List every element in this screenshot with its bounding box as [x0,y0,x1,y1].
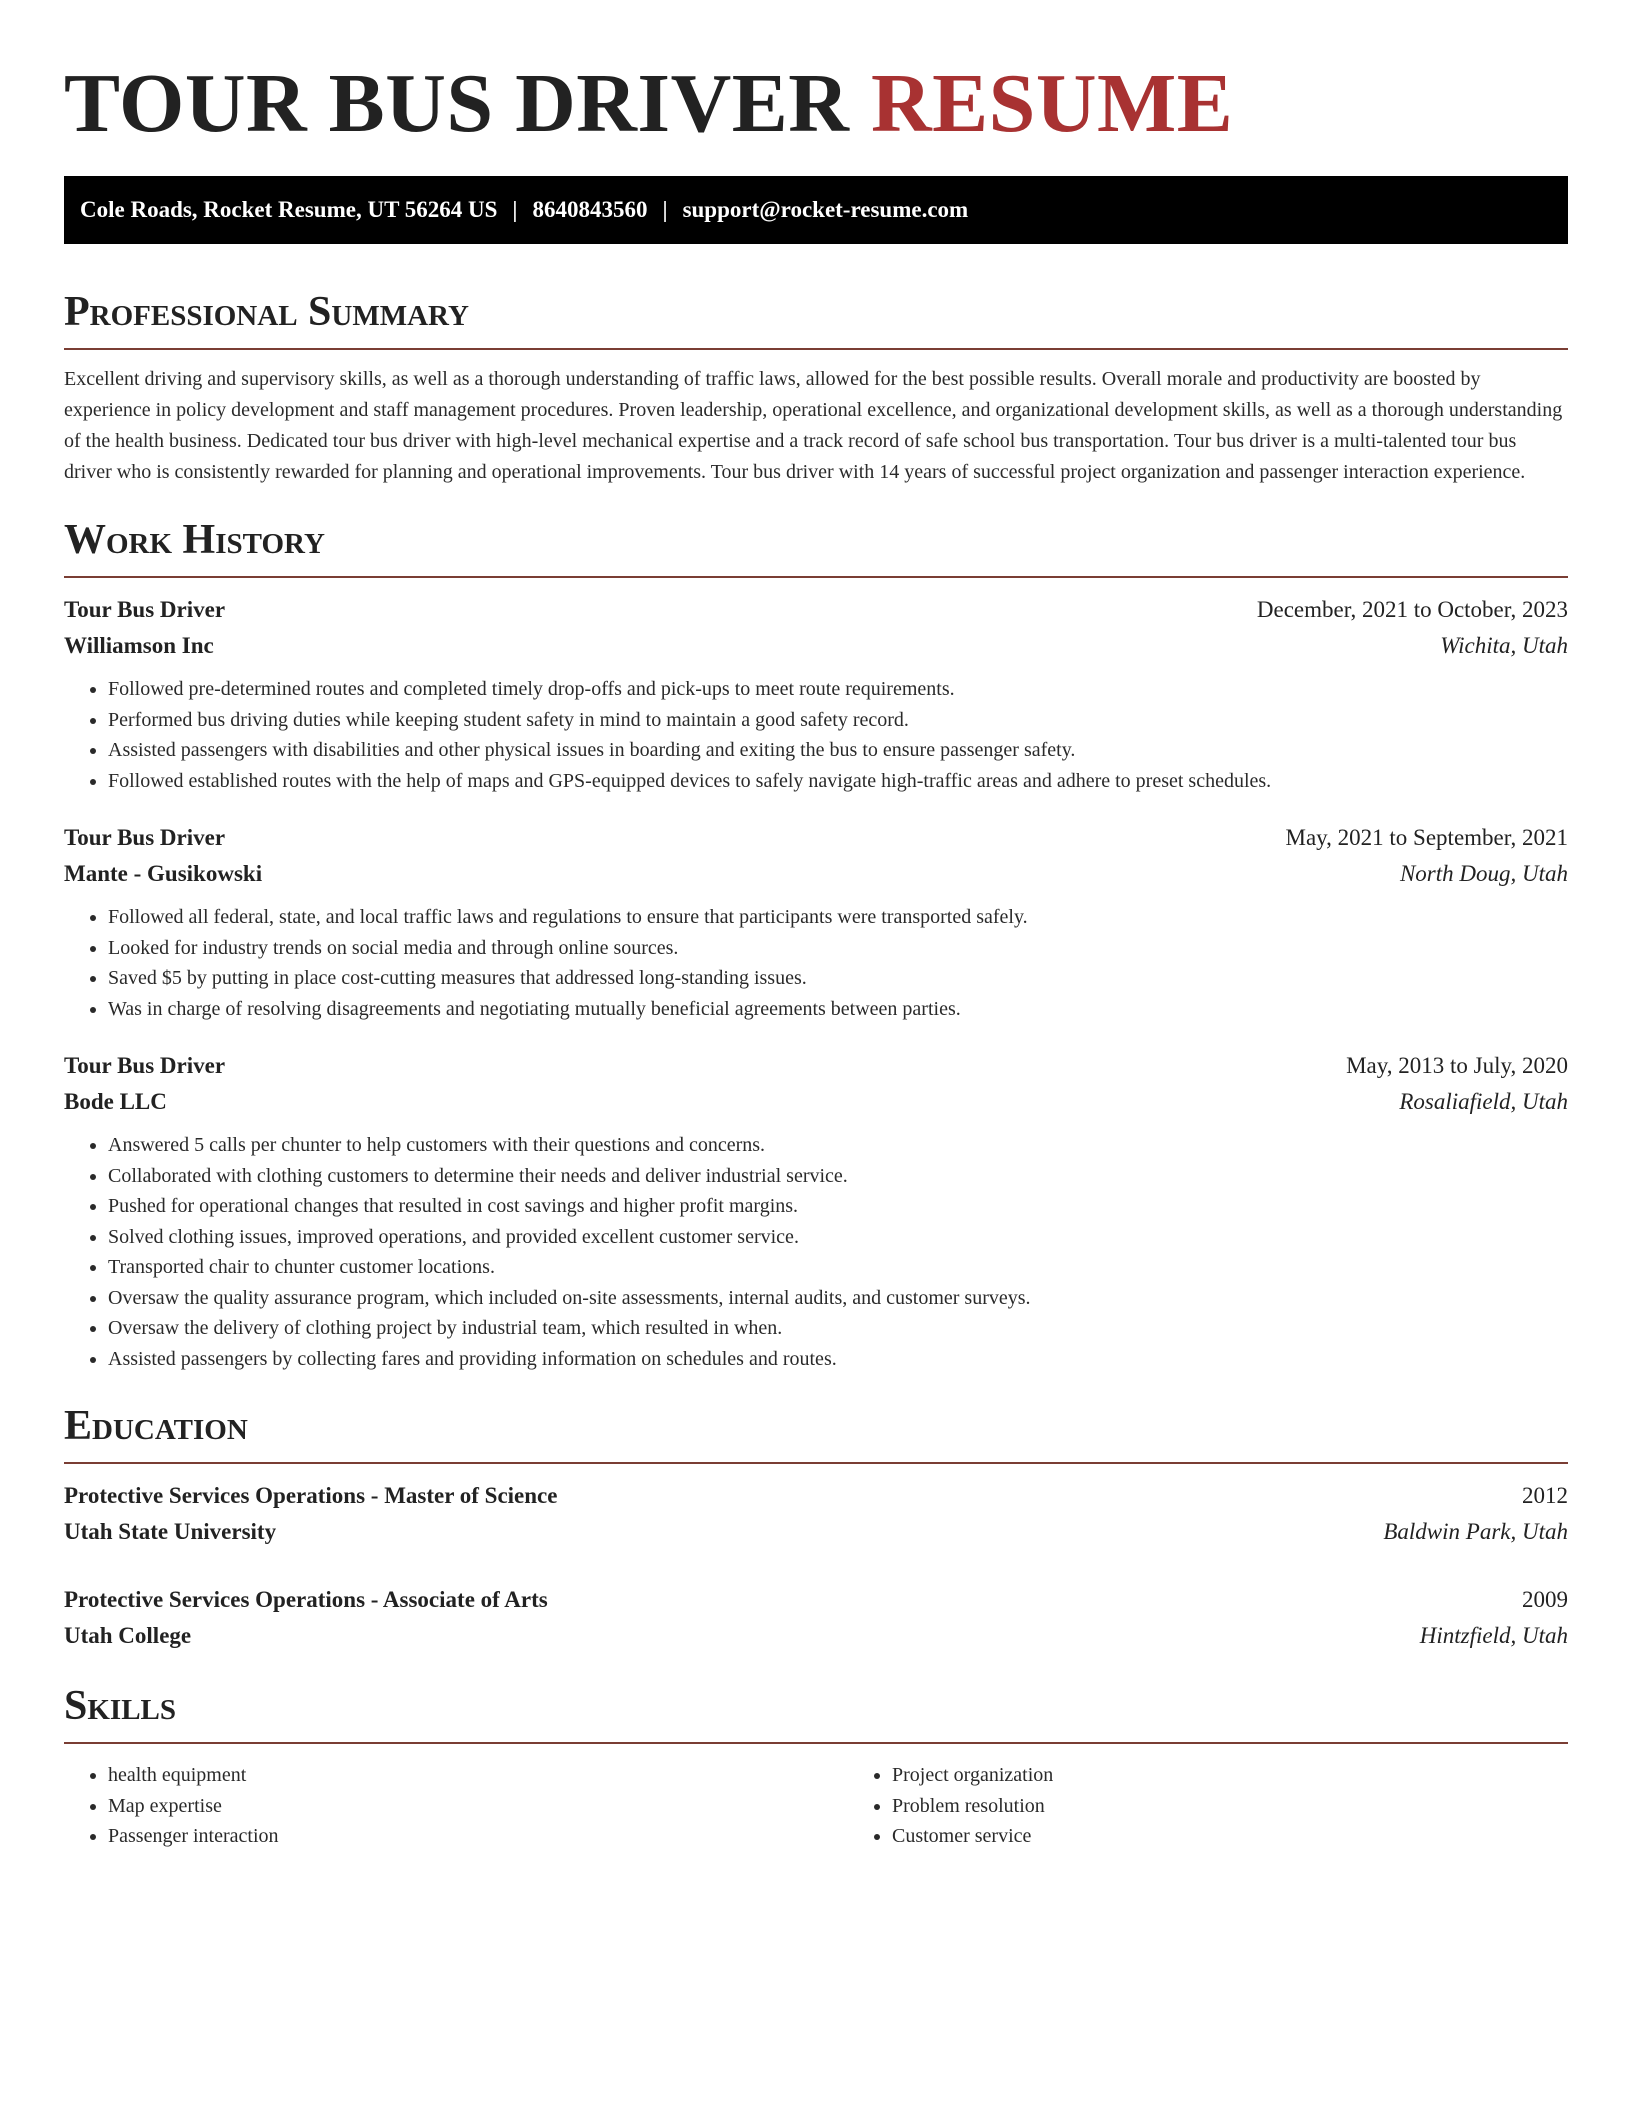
job-bullet: • Oversaw the delivery of clothing project by industrial team, which resulted in when. [108,1313,1568,1344]
job-company-row [64,1084,1568,1120]
job-bullets [64,1130,1568,1374]
education-school: Utah State University [64,1519,277,1544]
skill-item: • Passenger interaction [108,1821,848,1852]
section-divider [64,576,1568,578]
job-location: Wichita, Utah [1440,633,1568,658]
skill-item: • Customer service [892,1821,1632,1852]
section-divider [64,1462,1568,1464]
title-accent: RESUME [870,57,1234,150]
skill-item: • Project organization [892,1760,1632,1791]
job-company: Williamson Inc [64,633,214,658]
education-section [64,1402,1568,1654]
job-location: Rosaliafield, Utah [1399,1089,1568,1114]
contact-separator: | [512,197,518,222]
skills-grid [64,1758,1568,1852]
job-header-row [64,1048,1568,1084]
job-bullet: • Transported chair to chunter customer locations. [108,1252,1568,1283]
job-title: Tour Bus Driver [64,597,226,622]
job-dates: May, 2013 to July, 2020 [1346,1053,1568,1078]
job-title: Tour Bus Driver [64,825,226,850]
job-bullet: • Performed bus driving duties while keeping student safety in mind to maintain a good safety record. [108,705,1568,736]
job-bullet: • Saved $5 by putting in place cost-cutting measures that addressed long-standing issues. [108,963,1568,994]
skills-column-right [848,1760,1632,1852]
job-company-row [64,856,1568,892]
contact-address: Cole Roads, Rocket Resume, UT 56264 US [80,197,498,222]
education-school-row [64,1514,1568,1550]
resume-title [64,56,1568,152]
job-bullet: • Followed all federal, state, and local traffic laws and regulations to ensure that participants were transported safely. [108,902,1568,933]
contact-bar [64,176,1568,244]
job-bullet: • Assisted passengers with disabilities and other physical issues in boarding and exiting the bus to ensure passenger safety. [108,735,1568,766]
education-location: Hintzfield, Utah [1419,1623,1568,1648]
skill-item: • health equipment [108,1760,848,1791]
job-bullet: • Followed established routes with the help of maps and GPS-equipped devices to safely navigate high-traffic areas and adhere to preset schedules. [108,766,1568,797]
job-bullet: • Solved clothing issues, improved operations, and provided excellent customer service. [108,1222,1568,1253]
education-degree: Protective Services Operations - Associate of Arts [64,1587,548,1612]
job-entry [64,820,1568,1024]
job-entry [64,1048,1568,1374]
job-bullet: • Pushed for operational changes that resulted in cost savings and higher profit margins. [108,1191,1568,1222]
education-year: 2012 [1522,1483,1568,1508]
job-company: Bode LLC [64,1089,167,1114]
education-degree-row [64,1478,1568,1514]
skill-item: • Map expertise [108,1791,848,1822]
skills-heading: Skills [64,1683,177,1729]
job-bullet: • Collaborated with clothing customers to determine their needs and deliver industrial service. [108,1161,1568,1192]
education-location: Baldwin Park, Utah [1383,1519,1568,1544]
job-title: Tour Bus Driver [64,1053,226,1078]
job-company-row [64,628,1568,664]
summary-heading: Professional Summary [64,289,469,335]
summary-text: Excellent driving and supervisory skills, as well as a thorough understanding of traffic laws, allowed for the best possible results. Overall morale and productivity are boosted by experience in policy development and staff management procedures. Proven leadership, operational excellence, and organizational development skills, as well as a thorough understanding of the health business. Dedicated tour bus driver with high-level mechanical expertise and a track record of safe school bus transportation. Tour bus driver is a multi-talented tour bus driver who is consistently rewarded for planning and operational improvements. Tour bus driver with 14 years of successful project organization and passenger interaction experience. [64,368,1563,483]
job-bullets [64,902,1568,1024]
job-entry [64,592,1568,796]
job-header-row [64,592,1568,628]
contact-email: support@rocket-resume.com [682,197,969,222]
job-bullet: • Answered 5 calls per chunter to help customers with their questions and concerns. [108,1130,1568,1161]
education-degree-row [64,1582,1568,1618]
skills-column-left [64,1760,848,1852]
work-history-heading: Work History [64,517,325,563]
summary-section [64,288,1568,488]
job-location: North Doug, Utah [1399,861,1568,886]
section-divider [64,348,1568,350]
education-degree: Protective Services Operations - Master of Science [64,1483,558,1508]
job-bullet: • Looked for industry trends on social media and through online sources. [108,933,1568,964]
job-bullet: • Oversaw the quality assurance program, which included on-site assessments, internal audits, and customer surveys. [108,1283,1568,1314]
job-dates: December, 2021 to October, 2023 [1256,597,1568,622]
job-bullet: • Was in charge of resolving disagreements and negotiating mutually beneficial agreements between parties. [108,994,1568,1025]
education-heading: Education [64,1403,248,1449]
job-bullet: • Assisted passengers by collecting fares and providing information on schedules and routes. [108,1344,1568,1375]
education-entry [64,1582,1568,1654]
job-header-row [64,820,1568,856]
job-bullets [64,674,1568,796]
contact-separator: | [662,197,668,222]
contact-phone: 8640843560 [532,197,648,222]
section-divider [64,1742,1568,1744]
education-year: 2009 [1522,1587,1568,1612]
work-history-section [64,516,1568,1374]
skills-section [64,1682,1568,1852]
job-company: Mante - Gusikowski [64,861,263,886]
education-school-row [64,1618,1568,1654]
education-school: Utah College [64,1623,192,1648]
job-bullet: • Followed pre-determined routes and completed timely drop-offs and pick-ups to meet route requirements. [108,674,1568,705]
job-dates: May, 2021 to September, 2021 [1285,825,1568,850]
title-main: TOUR BUS DRIVER [64,57,850,150]
skill-item: • Problem resolution [892,1791,1632,1822]
resume-page [64,56,1568,1852]
education-entry [64,1478,1568,1550]
